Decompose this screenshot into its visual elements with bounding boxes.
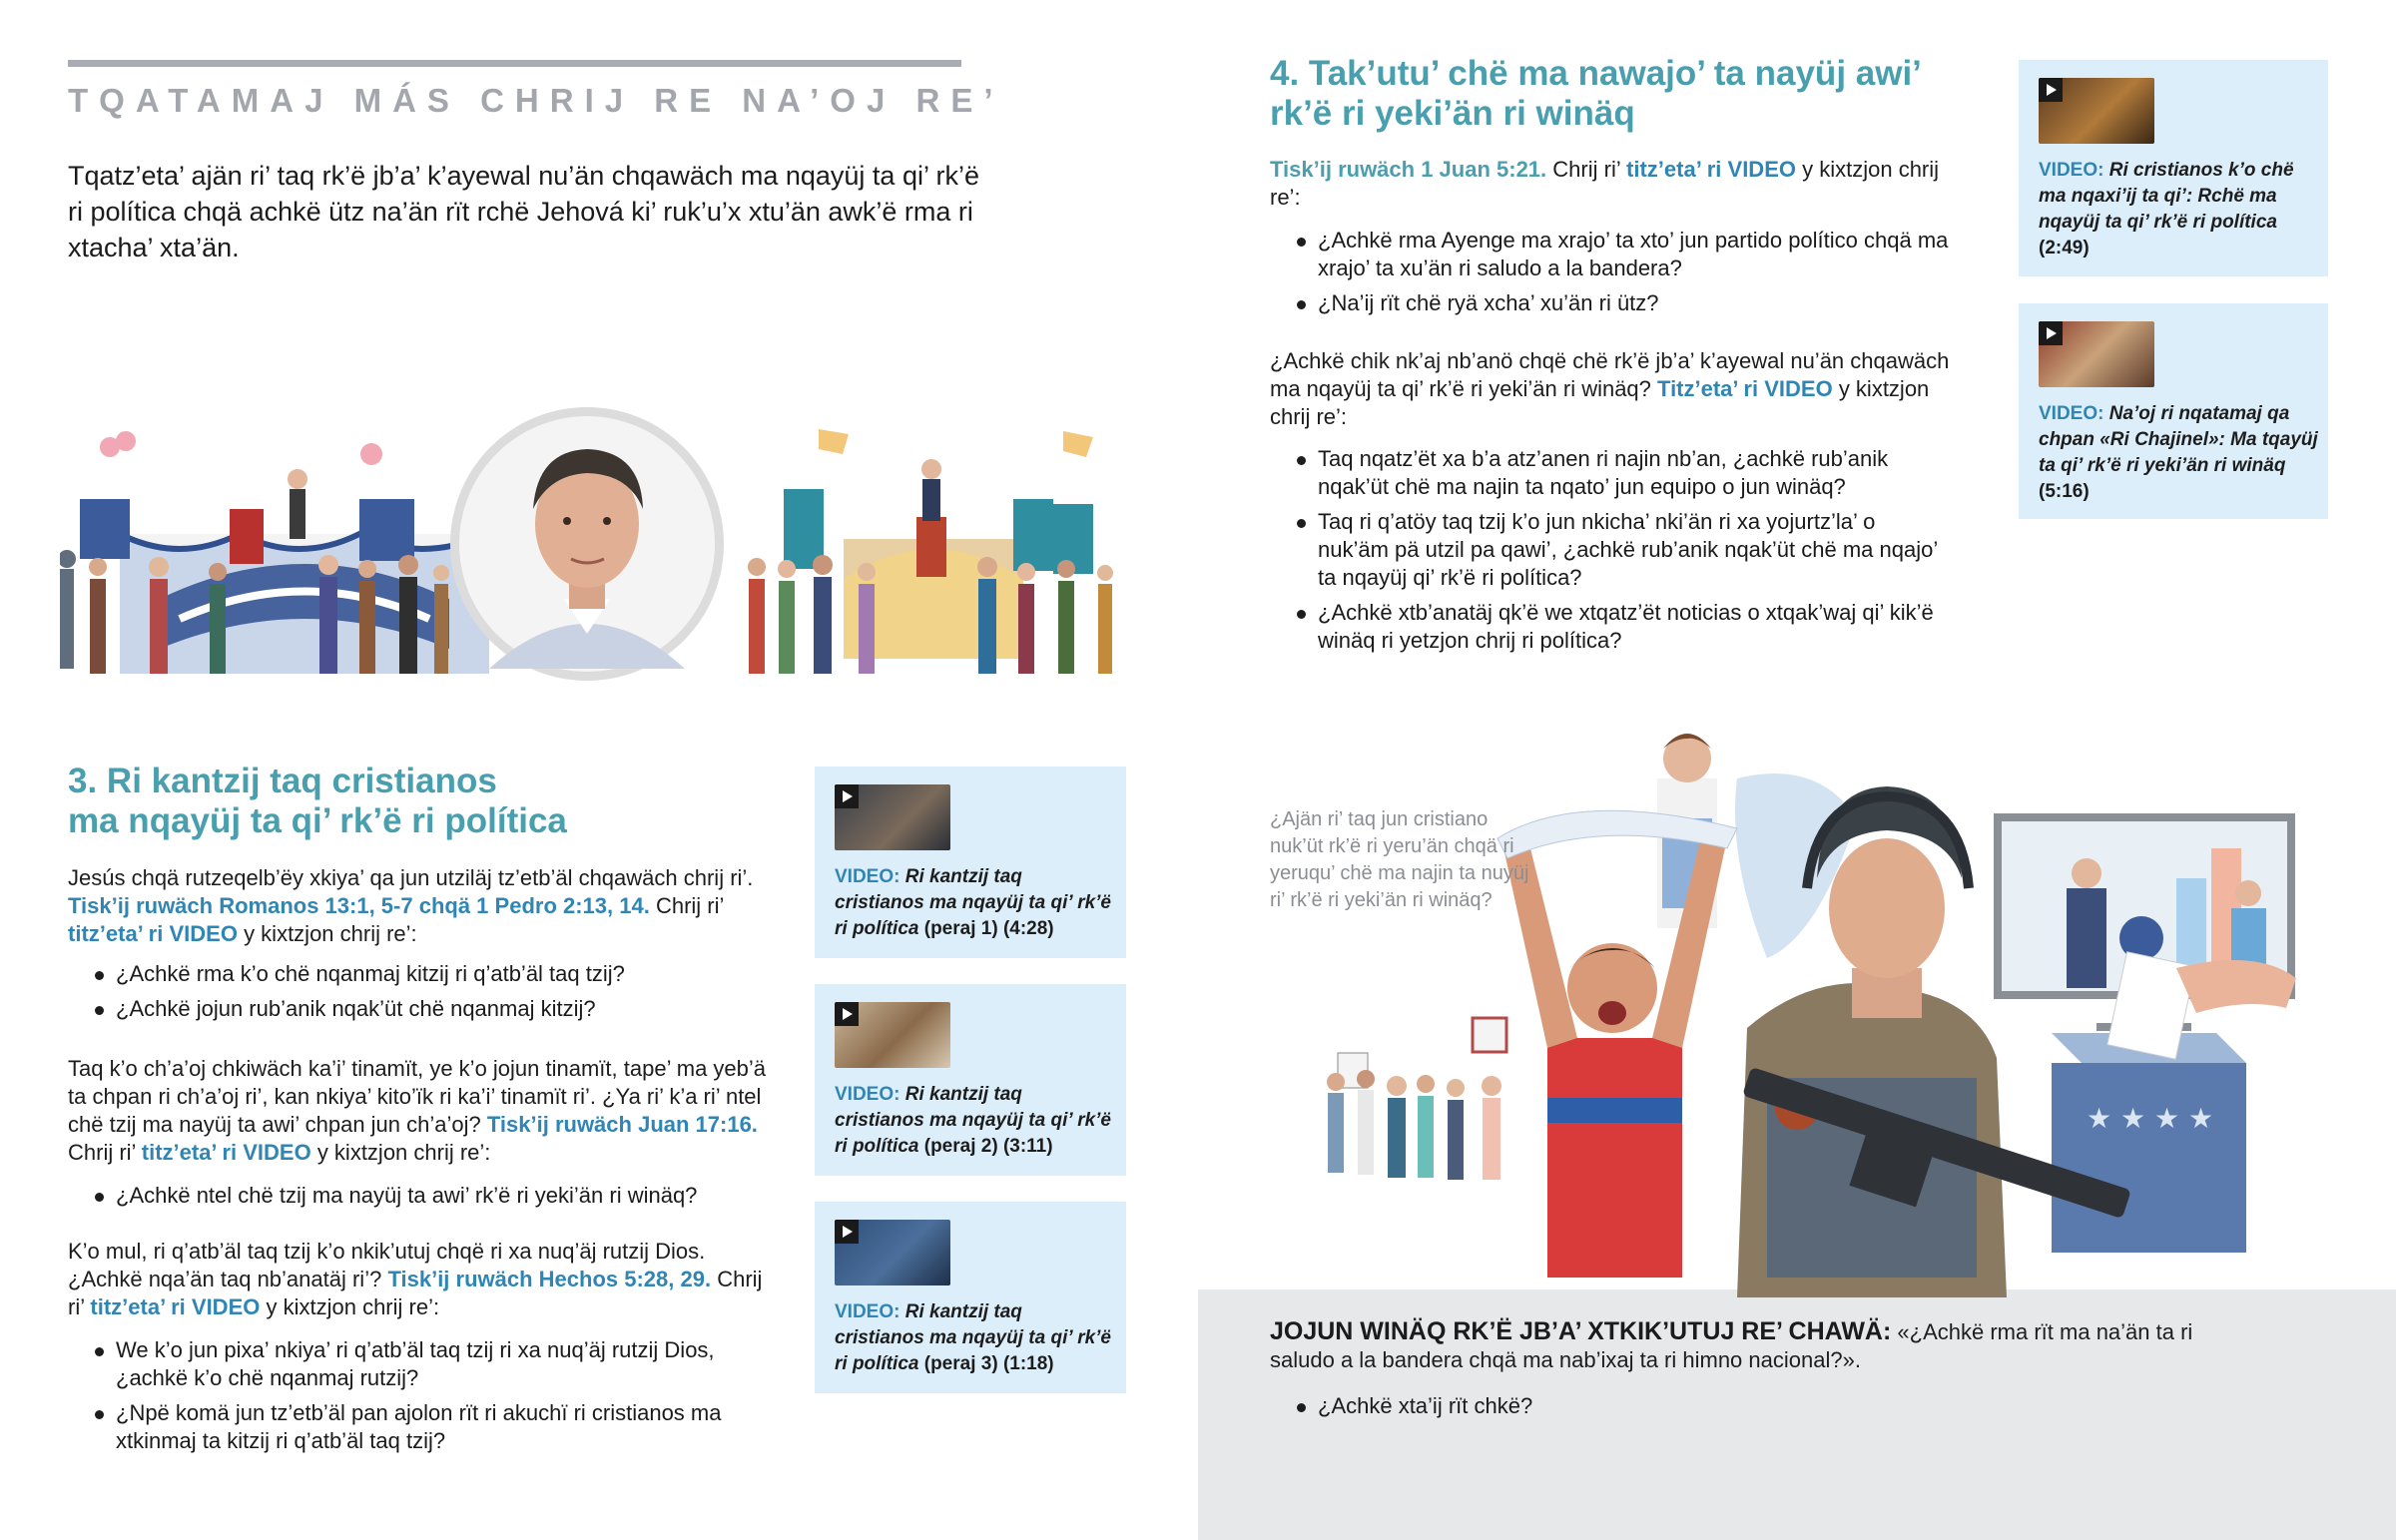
bullet-item: ¿Achkë rma k’o chë nqanmaj kitzij ri q’atb’äl taq tzij? bbox=[68, 960, 767, 988]
section-3-paragraph-2: Taq k’o ch’a’oj chkiwäch ka’i’ tinamït, ye k’o jojun tinamït, tape’ ma yeb’ä ta chpan ri ch’a’oj ri’, kan nkiya’ kito’ïk ri ka’i’ tinamït ri’. ¿Ya ri’ k’a ri’ ntel chë tzij ma nayüj ta awi’ chpan jun ch’a’oj? Tisk’ij ruwäch Juan 17:16. Chrij ri’ titz’eta’ ri VIDEO y kixtzjon chrij re’: bbox=[68, 1056, 767, 1165]
scripture-link[interactable]: Tisk’ij ruwäch 1 Juan 5:21. bbox=[1270, 157, 1547, 182]
portrait bbox=[450, 407, 724, 681]
illustration-caption: ¿Ajän ri’ taq jun cristiano nuk’üt rk’ë ri yeru’än chqä ri yeruqu’ chë ma najin ta nuyüj ri’ rk’ë ri yeki’än ri winäq? bbox=[1270, 808, 1529, 911]
kicker-rule bbox=[68, 60, 961, 67]
section-4-title-line-2: rk’ë ri yeki’än ri winäq bbox=[1270, 94, 1635, 133]
bullet-item: We k’o jun pixa’ nkiya’ ri q’atb’äl taq tzij ri xa nuq’äj rutzij Dios, ¿achkë k’o chë nqanmaj rutzij? bbox=[68, 1336, 767, 1392]
video-card-2[interactable]: VIDEO: Ri kantzij taq cristianos ma nqayüj ta qi’ rk’ë ri política (peraj 2) (3:11) bbox=[815, 984, 1126, 1176]
video-link[interactable]: titz’eta’ ri VIDEO bbox=[141, 1140, 311, 1165]
bullet-item: ¿Npë komä jun tz’etb’äl pan ajolon rït ri akuchï ri cristianos ma xtkinmaj ta kitzij ri q’atb’äl taq tzij? bbox=[68, 1399, 767, 1455]
left-rally-stage bbox=[80, 431, 489, 674]
play-icon[interactable] bbox=[2039, 321, 2063, 345]
video-link[interactable]: titz’eta’ ri VIDEO bbox=[90, 1294, 261, 1319]
video-card-5[interactable]: VIDEO: Na’oj ri nqatamaj qa chpan «Ri Chajinel»: Ma tqayüj ta qi’ rk’ë ri yeki’än ri winäq (5:16) bbox=[2019, 303, 2328, 519]
bullet-item: Taq ri q’atöy taq tzij k’o jun nkicha’ nki’än ri xa yojurtz’la’ o nuk’äm pä utzil pa qawi’, ¿achkë rub’anik nqak’üt chë ma nqajo’ ta nqayüj qi’ rk’ë ri política? bbox=[1270, 508, 1949, 592]
neutrality-illustration bbox=[1298, 699, 2366, 1297]
bullet-item: ¿Achkë xtb’anatäj qk’ë we xtqatz’ët noticias o xtqak’waj qi’ kik’ë winäq ri yetzjon chrij ri política? bbox=[1270, 599, 1949, 655]
video-link[interactable]: titz’eta’ ri VIDEO bbox=[68, 921, 238, 946]
rally-illustration bbox=[60, 399, 1158, 689]
video-thumbnail[interactable] bbox=[2039, 321, 2154, 387]
bullet-item: ¿Achkë xta’ij rït chkë? bbox=[1270, 1392, 1969, 1420]
video-link[interactable]: titz’eta’ ri VIDEO bbox=[1626, 157, 1796, 182]
section-3-bullets-2 bbox=[68, 1182, 767, 1217]
video-thumbnail[interactable] bbox=[835, 1002, 950, 1068]
section-3-bullets-3 bbox=[68, 1336, 767, 1462]
football-fan bbox=[1498, 810, 1737, 1278]
play-icon[interactable] bbox=[835, 784, 859, 808]
question-body: «¿Achkë rma rït ma na’än ta ri saludo a la bandera chqä ma nab’ixaj ta ri himno nacional?». bbox=[1270, 1319, 2193, 1372]
question-heading: JOJUN WINÄQ RK’Ë JB’A’ XTKIK’UTUJ RE’ CHAWÄ: bbox=[1270, 1317, 1892, 1345]
play-icon[interactable] bbox=[2039, 78, 2063, 102]
section-3-title bbox=[68, 762, 787, 841]
question-bullets bbox=[1270, 1392, 1969, 1427]
svg-text:★ ★ ★ ★: ★ ★ ★ ★ bbox=[2087, 1102, 2214, 1135]
question-text bbox=[1270, 1317, 2218, 1374]
video-thumbnail[interactable] bbox=[2039, 78, 2154, 144]
bullet-item: Taq nqatz’ët xa b’a atz’anen ri najin nb’an, ¿achkë rub’anik nqak’üt chë ma najin ta nqato’ jun equipo o jun winäq? bbox=[1270, 445, 1949, 501]
section-kicker: TQATAMAJ MÁS CHRIJ RE NA’OJ RE’ bbox=[68, 82, 1004, 119]
section-4-bullets-1 bbox=[1270, 227, 1949, 324]
play-icon[interactable] bbox=[835, 1220, 859, 1244]
video-card-1[interactable]: VIDEO: Ri kantzij taq cristianos ma nqayüj ta qi’ rk’ë ri política (peraj 1) (4:28) bbox=[815, 767, 1126, 958]
protest-group bbox=[1327, 1018, 1506, 1180]
bullet-item: ¿Achkë ntel chë tzij ma nayüj ta awi’ rk’ë ri yeki’än ri winäq? bbox=[68, 1182, 767, 1210]
section-4-paragraph-2: ¿Achkë chik nk’aj nb’anö chqë chë rk’ë jb’a’ k’ayewal nu’än chqawäch ma nqayüj ta qi’ rk’ë ri yeki’än ri winäq? Titz’eta’ ri VIDEO y kixtzjon chrij re’: bbox=[1270, 348, 1950, 429]
intro-paragraph: Tqatz’eta’ ajän ri’ taq rk’ë jb’a’ k’ayewal nu’än chqawäch ma nqayüj ta qi’ rk’ë ri política chqä achkë ütz na’än rït rchë Jehová ki’ ruk’u’x xtu’än awk’ë rma ri xtacha’ xta’än. bbox=[68, 161, 979, 262]
bullet-item: ¿Na’ij rït chë ryä xcha’ xu’än ri ütz? bbox=[1270, 289, 1949, 317]
section-3-paragraph-3: K’o mul, ri q’atb’äl taq tzij k’o nkik’utuj chqë ri xa nuq’äj rutzij Dios. ¿Achkë nqa’än taq nb’anatäj ri’? Tisk’ij ruwäch Hechos 5:28, 29. Chrij ri’ titz’eta’ ri VIDEO y kixtzjon chrij re’: bbox=[68, 1239, 763, 1319]
play-icon[interactable] bbox=[835, 1002, 859, 1026]
section-4-bullets-2 bbox=[1270, 445, 1949, 662]
video-thumbnail[interactable] bbox=[835, 784, 950, 850]
scripture-link[interactable]: Tisk’ij ruwäch Romanos 13:1, 5-7 chqä 1 Pedro 2:13, 14. bbox=[68, 893, 650, 918]
section-3-title-line-1: 3. Ri kantzij taq cristianos bbox=[68, 762, 497, 800]
video-card-3[interactable]: VIDEO: Ri kantzij taq cristianos ma nqayüj ta qi’ rk’ë ri política (peraj 3) (1:18) bbox=[815, 1202, 1126, 1393]
section-3-paragraph-1: Jesús chqä rutzeqelb’ëy xkiya’ qa jun utziläj tz’etb’äl chqawäch chrij ri’. Tisk’ij ruwäch Romanos 13:1, 5-7 chqä 1 Pedro 2:13, 14. Chrij ri’ titz’eta’ ri VIDEO y kixtzjon chrij re’: bbox=[68, 865, 754, 946]
section-4-paragraph-1: Tisk’ij ruwäch 1 Juan 5:21. Chrij ri’ titz’eta’ ri VIDEO y kixtzjon chrij re’: bbox=[1270, 157, 1940, 210]
video-thumbnail[interactable] bbox=[835, 1220, 950, 1285]
section-4-title bbox=[1270, 54, 1989, 134]
bullet-item: ¿Achkë jojun rub’anik nqak’üt chë nqanmaj kitzij? bbox=[68, 995, 767, 1023]
section-3-title-line-2: ma nqayüj ta qi’ rk’ë ri política bbox=[68, 801, 567, 840]
bullet-item: ¿Achkë rma Ayenge ma xrajo’ ta xto’ jun partido político chqä ma xrajo’ ta xu’än ri saludo a la bandera? bbox=[1270, 227, 1949, 282]
section-3-bullets-1 bbox=[68, 960, 767, 1030]
video-link[interactable]: Titz’eta’ ri VIDEO bbox=[1657, 376, 1833, 401]
scripture-link[interactable]: Tisk’ij ruwäch Hechos 5:28, 29. bbox=[387, 1267, 712, 1291]
section-4-title-line-1: 4. Tak’utu’ chë ma nawajo’ ta nayüj awi’ bbox=[1270, 54, 1922, 93]
scripture-link[interactable]: Tisk’ij ruwäch Juan 17:16. bbox=[486, 1112, 758, 1137]
video-card-4[interactable]: VIDEO: Ri cristianos k’o chë ma nqaxi’ij ta qi’: Rchë ma nqayüj ta qi’ rk’ë ri política (2:49) bbox=[2019, 60, 2328, 276]
